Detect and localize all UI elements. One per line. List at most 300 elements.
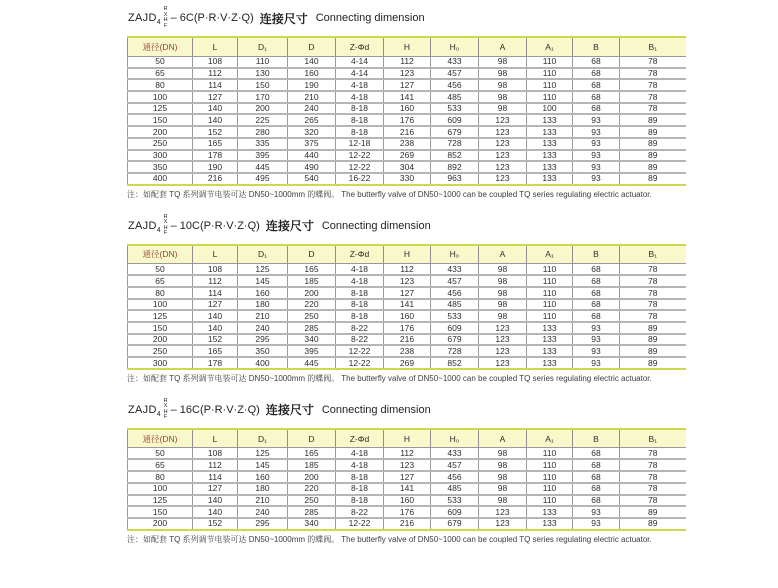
column-header: L	[193, 429, 238, 448]
table-row	[128, 103, 686, 115]
dimension-cell: 110	[527, 68, 573, 80]
dimension-cell: 65	[128, 459, 193, 471]
dimension-cell: 123	[479, 322, 527, 334]
section-title	[128, 213, 778, 239]
dimension-cell: 98	[479, 103, 527, 115]
dimension-cell: 110	[527, 264, 573, 276]
dimension-cell: 127	[193, 91, 238, 103]
dimension-cell: 178	[193, 357, 238, 369]
dimension-cell: 68	[573, 483, 620, 495]
dimension-cell: 238	[384, 345, 431, 357]
dimension-cell: 110	[527, 56, 573, 68]
dimension-cell: 456	[431, 79, 479, 91]
dimension-cell: 8-18	[336, 299, 384, 311]
dimension-cell: 68	[573, 68, 620, 80]
dimension-cell: 123	[479, 334, 527, 346]
dimension-cell: 93	[573, 126, 620, 138]
dimension-cell: 280	[238, 126, 288, 138]
dimension-cell: 123	[479, 173, 527, 185]
dimension-cell: 852	[431, 150, 479, 162]
dimension-cell: 108	[193, 448, 238, 460]
dimension-cell: 110	[527, 483, 573, 495]
dimension-cell: 178	[193, 150, 238, 162]
dimension-cell: 133	[527, 150, 573, 162]
dimension-cell: 78	[620, 471, 686, 483]
table-row	[128, 448, 686, 460]
dimension-cell: 12-22	[336, 150, 384, 162]
dimension-cell: 123	[479, 345, 527, 357]
dimension-cell: 160	[238, 471, 288, 483]
dimension-cell: 125	[128, 103, 193, 115]
dimension-cell: 89	[620, 506, 686, 518]
dimension-cell: 200	[288, 287, 336, 299]
dimension-cell: 200	[238, 103, 288, 115]
dimension-cell: 4-18	[336, 79, 384, 91]
dimension-cell: 114	[193, 471, 238, 483]
dimension-cell: 78	[620, 483, 686, 495]
dimension-cell: 340	[288, 334, 336, 346]
column-header: H₀	[431, 429, 479, 448]
dimension-cell: 190	[193, 161, 238, 173]
dimension-cell: 160	[238, 287, 288, 299]
header-row	[128, 245, 686, 264]
dimension-cell: 350	[128, 161, 193, 173]
dimension-cell: 285	[288, 322, 336, 334]
title-chinese: 连接尺寸	[265, 403, 314, 418]
table-row	[128, 79, 686, 91]
dimension-cell: 457	[431, 68, 479, 80]
dimension-cell: 68	[573, 459, 620, 471]
dimension-cell: 165	[288, 448, 336, 460]
title-chinese: 连接尺寸	[265, 219, 314, 234]
dimension-cell: 93	[573, 173, 620, 185]
dimension-cell: 533	[431, 103, 479, 115]
dimension-cell: 50	[128, 56, 193, 68]
dimension-cell: 340	[288, 518, 336, 530]
dimension-cell: 78	[620, 299, 686, 311]
dimension-cell: 12-22	[336, 345, 384, 357]
section-title	[128, 5, 778, 31]
dimension-cell: 68	[573, 287, 620, 299]
dimension-cell: 80	[128, 471, 193, 483]
table-row	[128, 459, 686, 471]
dimension-cell: 68	[573, 56, 620, 68]
column-header: B₁	[620, 37, 686, 56]
header-row	[128, 429, 686, 448]
dimension-cell: 265	[288, 114, 336, 126]
dimension-cell: 110	[238, 56, 288, 68]
dimension-cell: 93	[573, 114, 620, 126]
dimension-cell: 89	[620, 345, 686, 357]
dimension-cell: 93	[573, 150, 620, 162]
table-row	[128, 334, 686, 346]
table-row	[128, 310, 686, 322]
dimension-cell: 68	[573, 91, 620, 103]
dimension-cell: 140	[193, 310, 238, 322]
dimension-cell: 8-18	[336, 483, 384, 495]
dimension-cell: 89	[620, 357, 686, 369]
variant-letter: H	[163, 17, 168, 23]
dimension-cell: 180	[238, 483, 288, 495]
dimension-cell: 892	[431, 161, 479, 173]
dimension-cell: 150	[238, 79, 288, 91]
table-row	[128, 173, 686, 185]
footnote	[127, 189, 778, 200]
dimension-cell: 12-18	[336, 138, 384, 150]
table-row	[128, 322, 686, 334]
dimension-cell: 728	[431, 345, 479, 357]
dimension-cell: 125	[128, 310, 193, 322]
table-row	[128, 91, 686, 103]
table-row	[128, 506, 686, 518]
dimension-cell: 170	[238, 91, 288, 103]
dimension-cell: 852	[431, 357, 479, 369]
dimension-cell: 728	[431, 138, 479, 150]
dimension-cell: 16-22	[336, 173, 384, 185]
column-header: D	[288, 429, 336, 448]
column-header: Z-Φd	[336, 245, 384, 264]
variant-letter-stack	[164, 399, 168, 421]
dimension-cell: 98	[479, 483, 527, 495]
dimension-cell: 68	[573, 275, 620, 287]
dimension-cell: 8-18	[336, 287, 384, 299]
table-row	[128, 114, 686, 126]
dimension-cell: 50	[128, 448, 193, 460]
dimension-table	[127, 428, 686, 531]
table-row	[128, 126, 686, 138]
dimension-cell: 108	[193, 56, 238, 68]
dimension-cell: 210	[288, 91, 336, 103]
dimension-cell: 185	[288, 275, 336, 287]
dimension-cell: 533	[431, 495, 479, 507]
dimension-cell: 125	[238, 448, 288, 460]
dimension-cell: 78	[620, 68, 686, 80]
dimension-cell: 395	[288, 345, 336, 357]
dimension-cell: 110	[527, 299, 573, 311]
dimension-cell: 609	[431, 506, 479, 518]
dimension-cell: 200	[128, 334, 193, 346]
variant-letter: F	[163, 414, 168, 421]
title-english: Connecting dimension	[321, 219, 431, 232]
dimension-cell: 100	[527, 103, 573, 115]
dimension-cell: 98	[479, 495, 527, 507]
column-header: D₁	[238, 429, 288, 448]
dimension-table	[127, 244, 686, 370]
dimension-cell: 78	[620, 495, 686, 507]
column-header: D	[288, 245, 336, 264]
model-code	[128, 404, 161, 416]
dimension-cell: 200	[288, 471, 336, 483]
dimension-cell: 395	[238, 150, 288, 162]
column-header: H	[384, 245, 431, 264]
dimension-cell: 220	[288, 483, 336, 495]
dimension-cell: 112	[384, 264, 431, 276]
table-row	[128, 357, 686, 369]
table-row	[128, 299, 686, 311]
footnote	[127, 534, 778, 545]
dimension-cell: 250	[288, 310, 336, 322]
dimension-cell: 4-14	[336, 68, 384, 80]
pressure-spec-code: – 16C(P·R·V·Z·Q)	[170, 403, 260, 416]
dimension-cell: 8-22	[336, 506, 384, 518]
variant-letter-stack	[164, 215, 168, 237]
dimension-cell: 141	[384, 91, 431, 103]
dimension-cell: 68	[573, 471, 620, 483]
column-header: A	[479, 37, 527, 56]
footnote-english: The butterfly valve of DN50~1000 can be coupled TQ series regulating electric actuator.	[341, 373, 652, 383]
variant-letter: R	[163, 213, 168, 220]
table-row	[128, 495, 686, 507]
dimension-cell: 160	[384, 495, 431, 507]
dimension-cell: 4-18	[336, 264, 384, 276]
dimension-cell: 335	[238, 138, 288, 150]
column-header: B₁	[620, 429, 686, 448]
dimension-cell: 330	[384, 173, 431, 185]
dimension-cell: 225	[238, 114, 288, 126]
dimension-cell: 8-22	[336, 322, 384, 334]
dimension-cell: 140	[193, 322, 238, 334]
pressure-spec-code: – 10C(P·R·V·Z·Q)	[170, 219, 260, 232]
dimension-cell: 12-22	[336, 518, 384, 530]
dimension-cell: 141	[384, 299, 431, 311]
dimension-cell: 963	[431, 173, 479, 185]
dimension-cell: 445	[288, 357, 336, 369]
dimension-cell: 68	[573, 495, 620, 507]
dimension-cell: 456	[431, 471, 479, 483]
dimension-cell: 220	[288, 299, 336, 311]
dimension-cell: 200	[128, 518, 193, 530]
dimension-cell: 114	[193, 79, 238, 91]
dimension-cell: 133	[527, 518, 573, 530]
dimension-cell: 8-18	[336, 126, 384, 138]
dimension-cell: 240	[238, 506, 288, 518]
dimension-cell: 89	[620, 114, 686, 126]
dimension-cell: 123	[479, 138, 527, 150]
table-row	[128, 150, 686, 162]
column-header: H₀	[431, 245, 479, 264]
dimension-cell: 679	[431, 518, 479, 530]
dimension-cell: 180	[238, 299, 288, 311]
dimension-cell: 123	[479, 126, 527, 138]
dimension-cell: 133	[527, 114, 573, 126]
dimension-cell: 78	[620, 459, 686, 471]
dimension-cell: 78	[620, 91, 686, 103]
dimension-cell: 93	[573, 322, 620, 334]
footnote-english: The butterfly valve of DN50~1000 can be coupled TQ series regulating electric actuator.	[341, 534, 652, 544]
dimension-cell: 93	[573, 345, 620, 357]
dimension-cell: 123	[384, 275, 431, 287]
dimension-cell: 100	[128, 91, 193, 103]
dimension-cell: 133	[527, 345, 573, 357]
title-chinese: 连接尺寸	[259, 11, 308, 26]
table-row	[128, 287, 686, 299]
dimension-cell: 89	[620, 518, 686, 530]
dimension-cell: 300	[128, 357, 193, 369]
dimension-cell: 133	[527, 126, 573, 138]
dimension-cell: 98	[479, 264, 527, 276]
dimension-cell: 93	[573, 506, 620, 518]
dimension-cell: 216	[384, 518, 431, 530]
column-header: A₁	[527, 245, 573, 264]
dimension-cell: 98	[479, 299, 527, 311]
dimension-cell: 127	[384, 79, 431, 91]
table-row	[128, 161, 686, 173]
title-english: Connecting dimension	[321, 403, 431, 416]
variant-letter: H	[163, 408, 168, 415]
dimension-cell: 216	[384, 126, 431, 138]
footnote-chinese: 注：如配套 TQ 系列调节电装可达 DN50~1000mm 的蝶阀。	[127, 373, 340, 383]
dimension-cell: 269	[384, 357, 431, 369]
dimension-cell: 110	[527, 79, 573, 91]
model-subscript: 4	[156, 226, 161, 234]
section-title	[128, 397, 778, 423]
table-row	[128, 483, 686, 495]
dimension-cell: 78	[620, 56, 686, 68]
dimension-cell: 65	[128, 275, 193, 287]
dimension-cell: 68	[573, 79, 620, 91]
dimension-cell: 112	[193, 459, 238, 471]
dimension-cell: 8-18	[336, 103, 384, 115]
dimension-cell: 110	[527, 91, 573, 103]
dimension-cell: 8-22	[336, 334, 384, 346]
dimension-cell: 152	[193, 334, 238, 346]
column-header: B₁	[620, 245, 686, 264]
dimension-cell: 238	[384, 138, 431, 150]
model-subscript: 4	[156, 19, 161, 26]
dimension-cell: 140	[288, 56, 336, 68]
dimension-cell: 78	[620, 264, 686, 276]
dimension-cell: 485	[431, 91, 479, 103]
model-base: ZAJD	[128, 403, 157, 416]
dimension-cell: 100	[128, 299, 193, 311]
dimension-cell: 185	[288, 459, 336, 471]
dimension-cell: 89	[620, 126, 686, 138]
dimension-cell: 123	[384, 68, 431, 80]
model-code	[128, 12, 161, 24]
column-header: H	[384, 429, 431, 448]
dimension-cell: 112	[193, 275, 238, 287]
dimension-cell: 4-18	[336, 275, 384, 287]
dimension-cell: 80	[128, 287, 193, 299]
dimension-cell: 160	[384, 103, 431, 115]
dimension-cell: 200	[128, 126, 193, 138]
dimension-cell: 98	[479, 459, 527, 471]
dimension-cell: 400	[238, 357, 288, 369]
dimension-cell: 123	[479, 150, 527, 162]
dimension-cell: 445	[238, 161, 288, 173]
dimension-cell: 98	[479, 287, 527, 299]
dimension-cell: 176	[384, 322, 431, 334]
dimension-cell: 78	[620, 103, 686, 115]
dimension-cell: 540	[288, 173, 336, 185]
dimension-cell: 176	[384, 506, 431, 518]
dimension-cell: 140	[193, 506, 238, 518]
dimension-cell: 65	[128, 68, 193, 80]
column-header: 通径(DN)	[128, 245, 193, 264]
table-row	[128, 138, 686, 150]
header-row	[128, 37, 686, 56]
dimension-cell: 250	[128, 345, 193, 357]
dimension-cell: 141	[384, 483, 431, 495]
dimension-cell: 150	[128, 114, 193, 126]
dimension-cell: 68	[573, 264, 620, 276]
dimension-cell: 78	[620, 448, 686, 460]
footnote-chinese: 注：如配套 TQ 系列调节电装可达 DN50~1000mm 的蝶阀。	[127, 189, 340, 199]
column-header: D	[288, 37, 336, 56]
dimension-cell: 89	[620, 150, 686, 162]
dimension-cell: 433	[431, 264, 479, 276]
dimension-cell: 190	[288, 79, 336, 91]
dimension-cell: 165	[288, 264, 336, 276]
dimension-cell: 160	[288, 68, 336, 80]
dimension-cell: 133	[527, 173, 573, 185]
column-header: B	[573, 245, 620, 264]
model-base: ZAJD	[128, 219, 157, 232]
dimension-cell: 485	[431, 483, 479, 495]
dimension-cell: 68	[573, 103, 620, 115]
model-subscript: 4	[156, 410, 161, 418]
dimension-cell: 98	[479, 471, 527, 483]
column-header: A	[479, 245, 527, 264]
dimension-cell: 127	[193, 299, 238, 311]
dimension-cell: 89	[620, 334, 686, 346]
dimension-cell: 125	[238, 264, 288, 276]
dimension-cell: 250	[128, 138, 193, 150]
dimension-cell: 350	[238, 345, 288, 357]
column-header: B	[573, 429, 620, 448]
footnote-chinese: 注：如配套 TQ 系列调节电装可达 DN50~1000mm 的蝶阀。	[127, 534, 340, 544]
pressure-spec-code: – 6C(P·R·V·Z·Q)	[170, 12, 254, 24]
dimension-cell: 8-18	[336, 495, 384, 507]
dimension-cell: 609	[431, 114, 479, 126]
dimension-cell: 93	[573, 138, 620, 150]
dimension-cell: 98	[479, 91, 527, 103]
table-row	[128, 264, 686, 276]
footnote	[127, 373, 778, 384]
dimension-cell: 127	[193, 483, 238, 495]
dimension-cell: 110	[527, 448, 573, 460]
column-header: Z-Φd	[336, 37, 384, 56]
dimension-cell: 68	[573, 448, 620, 460]
table-section-10c	[127, 213, 778, 384]
dimension-cell: 152	[193, 518, 238, 530]
table-row	[128, 471, 686, 483]
dimension-cell: 133	[527, 161, 573, 173]
dimension-cell: 8-18	[336, 114, 384, 126]
dimension-cell: 150	[128, 506, 193, 518]
dimension-cell: 433	[431, 56, 479, 68]
dimension-cell: 533	[431, 310, 479, 322]
dimension-cell: 114	[193, 287, 238, 299]
dimension-cell: 216	[193, 173, 238, 185]
dimension-cell: 110	[527, 459, 573, 471]
dimension-cell: 110	[527, 471, 573, 483]
dimension-cell: 295	[238, 518, 288, 530]
dimension-cell: 4-18	[336, 91, 384, 103]
dimension-cell: 93	[573, 518, 620, 530]
column-header: A	[479, 429, 527, 448]
dimension-cell: 433	[431, 448, 479, 460]
variant-letter: X	[163, 403, 168, 410]
dimension-cell: 133	[527, 138, 573, 150]
dimension-cell: 165	[193, 345, 238, 357]
dimension-cell: 485	[431, 299, 479, 311]
dimension-cell: 176	[384, 114, 431, 126]
dimension-cell: 89	[620, 138, 686, 150]
model-base: ZAJD	[128, 12, 157, 24]
dimension-cell: 80	[128, 79, 193, 91]
dimension-cell: 133	[527, 322, 573, 334]
